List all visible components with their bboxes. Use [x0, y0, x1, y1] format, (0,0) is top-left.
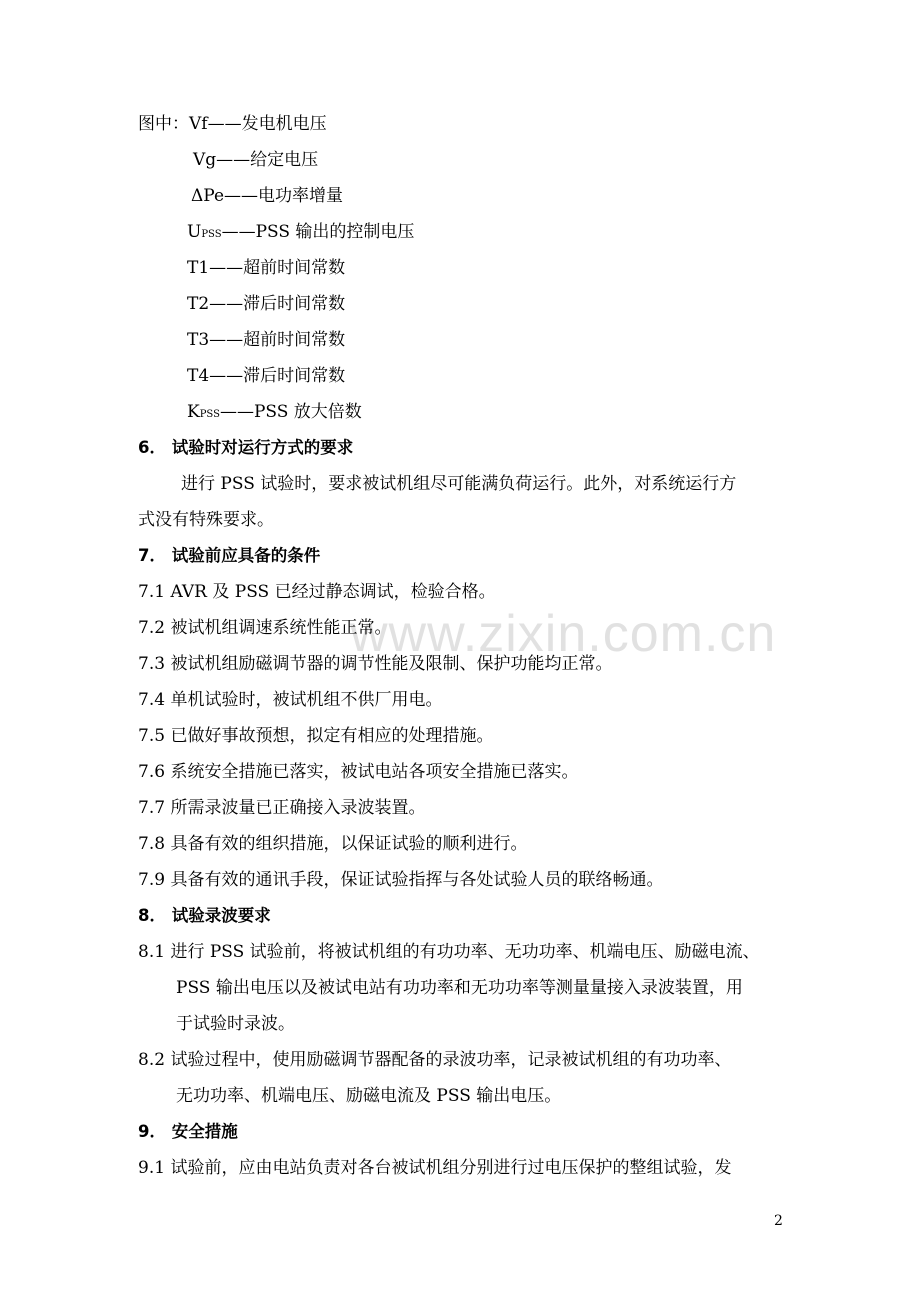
kpss-subscript: PSS	[199, 409, 220, 420]
legend-t4: T4——滞后时间常数	[187, 366, 346, 386]
legend-kpss	[187, 400, 362, 424]
section8-item1-line3: 于试验时录波。	[176, 1014, 295, 1034]
section6-heading: 6． 试验时对运行方式的要求	[138, 438, 354, 457]
legend-t2: T2——滞后时间常数	[187, 294, 346, 314]
watermark: www.zixin.com.cn	[350, 605, 777, 663]
legend-dpe: ΔPe——电功率增量	[191, 186, 344, 206]
upss-symbol: U	[187, 222, 202, 242]
kpss-description: ——PSS 放大倍数	[219, 402, 362, 422]
section7-heading: 7． 试验前应具备的条件	[138, 546, 321, 565]
section6-paragraph-line1: 进行 PSS 试验时，要求被试机组尽可能满负荷运行。此外，对系统运行方	[181, 474, 737, 494]
legend-upss	[187, 220, 414, 244]
section7-item: 7.1 AVR 及 PSS 已经过静态调试，检验合格。	[138, 582, 496, 602]
section8-item1-line2: PSS 输出电压以及被试电站有功功率和无功功率等测量量接入录波装置，用	[176, 978, 743, 998]
legend-t3: T3——超前时间常数	[187, 330, 346, 350]
legend-vg: Vg——给定电压	[193, 150, 319, 170]
section7-item: 7.2 被试机组调速系统性能正常。	[138, 618, 392, 638]
section9-item1-line1: 9.1 试验前，应由电站负责对各台被试机组分别进行过电压保护的整组试验，发	[138, 1158, 732, 1178]
legend-line-vf	[138, 112, 327, 136]
section9-heading: 9． 安全措施	[138, 1122, 238, 1141]
section7-item: 7.3 被试机组励磁调节器的调节性能及限制、保护功能均正常。	[138, 654, 613, 674]
section8-item1-line1: 8.1 进行 PSS 试验前，将被试机组的有功功率、无功功率、机端电压、励磁电流、	[138, 942, 760, 962]
page-number: 2	[774, 1213, 783, 1229]
section8-item2-line1: 8.2 试验过程中，使用励磁调节器配备的录波功率，记录被试机组的有功功率、	[138, 1050, 732, 1070]
legend-vf: Vf——发电机电压	[189, 114, 327, 134]
upss-subscript: PSS	[201, 229, 222, 240]
legend-t1: T1——超前时间常数	[187, 258, 346, 278]
section7-item: 7.7 所需录波量已正确接入录波装置。	[138, 798, 426, 818]
upss-description: ——PSS 输出的控制电压	[221, 222, 415, 242]
section8-heading: 8． 试验录波要求	[138, 906, 271, 925]
kpss-symbol: K	[187, 402, 200, 422]
section7-item: 7.9 具备有效的通讯手段，保证试验指挥与各处试验人员的联络畅通。	[138, 870, 664, 890]
section7-item: 7.8 具备有效的组织措施，以保证试验的顺利进行。	[138, 834, 528, 854]
section7-item: 7.4 单机试验时，被试机组不供厂用电。	[138, 690, 443, 710]
section7-item: 7.6 系统安全措施已落实，被试电站各项安全措施已落实。	[138, 762, 579, 782]
section7-item: 7.5 已做好事故预想，拟定有相应的处理措施。	[138, 726, 494, 746]
section6-paragraph-line2: 式没有特殊要求。	[138, 510, 274, 530]
section8-item2-line2: 无功功率、机端电压、励磁电流及 PSS 输出电压。	[176, 1086, 562, 1106]
legend-lead: 图中：	[138, 114, 189, 134]
